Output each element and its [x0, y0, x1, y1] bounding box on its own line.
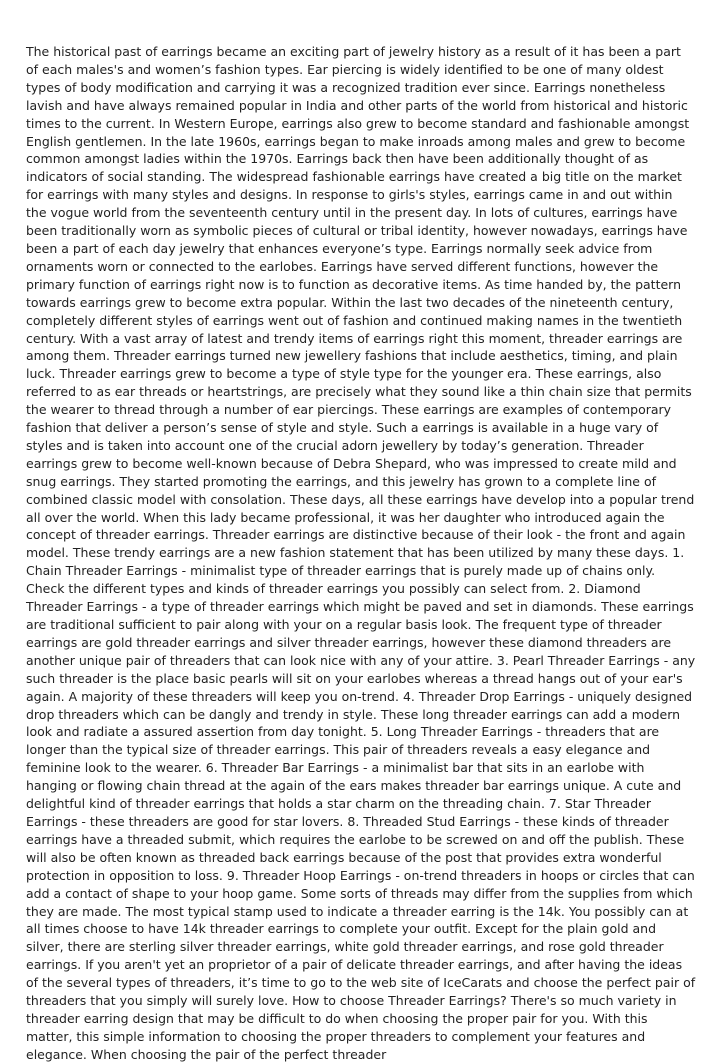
article-body-text: The historical past of earrings became an exciting part of jewelry history as a result of it has been a part of each males's and women’s fashion types. Ear piercing is widely identified to be one of many oldest types of body modification and carrying it was a recognized tradition ever since. Earrings nonetheless lavish and have always remained popular in India and other parts of the world from historical and historic times to the current. In Western Europe, earrings also grew to become standard and fashionable amongst English gentlemen. In the late 1960s, earrings began to make inroads among males and grew to become common amongst ladies within the 1970s. Earrings back then have been additionally thought of as indicators of social standing. The widespread fashionable earrings have created a big title on the market for earrings with many styles and designs. In response to girls's styles, earrings came in and out within the vogue world from the seventeenth century until in the present day. In lots of cultures, earrings have been traditionally worn as symbolic pieces of cultural or tribal identity, however nowadays, earrings have been a part of each day jewelry that enhances everyone’s type. Earrings normally seek advice from ornaments worn or connected to the earlobes. Earrings have served different functions, however the primary function of earrings right now is to function as decorative items. As time handed by, the pattern towards earrings grew to become extra popular. Within the last two decades of the nineteenth century, completely different styles of earrings went out of fashion and continued making names in the twentieth century. With a vast array of latest and trendy items of earrings right this moment, threader earrings are among them. Threader earrings turned new jewellery fashions that include aesthetics, timing, and plain luck. Threader earrings grew to become a type of style type for the younger era. These earrings, also referred to as ear threads or heartstrings, are precisely what they sound like a thin chain size that permits the wearer to thread through a number of ear piercings. These earrings are examples of contemporary fashion that deliver a person’s sense of style and style. Such a earrings is available in a huge vary of styles and is taken into account one of the crucial adorn jewellery by today’s generation. Threader earrings grew to become well-known because of Debra Shepard, who was impressed to create mild and snug earrings. They started promoting the earrings, and this jewelry has grown to a complete line of combined classic model with consolation. These days, all these earrings have develop into a popular trend all over the world. When this lady became professional, it was her daughter who introduced again the concept of threader earrings. Threader earrings are distinctive because of their look - the front and again model. These trendy earrings are a new fashion statement that has been utilized by many these days. 1. Chain Threader Earrings - minimalist type of threader earrings that is purely made up of chains only. Check the different types and kinds of threader earrings you possibly can select from. 2. Diamond Threader Earrings - a type of threader earrings which might be paved and set in diamonds. These earrings are traditional sufficient to pair along with your on a regular basis look. The frequent type of threader earrings are gold threader earrings and silver threader earrings, however these diamond threaders are another unique pair of threaders that can look nice with any of your attire. 3. Pearl Threader Earrings - any such threader is the place basic pearls will sit on your earlobes whereas a thread hangs out of your ear's again. A majority of these threaders will keep you on-trend. 4. Threader Drop Earrings - uniquely designed drop threaders which can be dangly and trendy in style. These long threader earrings can add a modern look and radiate a assured assertion from day tonight. 5. Long Threader Earrings - threaders that are longer than the typical size of threader earrings. This pair of threaders reveals a easy elegance and feminine look to the wearer. 6. Threader Bar Earrings - a minimalist bar that sits in an earlobe with hanging or flowing chain thread at the again of the ears makes threader bar earrings unique. A cute and delightful kind of threader earrings that holds a star charm on the threading chain. 7. Star Threader Earrings - these threaders are good for star lovers. 8. Threaded Stud Earrings - these kinds of threader earrings have a threaded submit, which requires the earlobe to be screwed on and off the publish. These will also be often known as threaded back earrings because of the post that provides extra wonderful protection in opposition to loss. 9. Threader Hoop Earrings - on-trend threaders in hoops or circles that can add a contact of shape to your hoop game. Some sorts of threads may differ from the supplies from which they are made. The most typical stamp used to indicate a threader earring is the 14k. You possibly can at all times choose to have 14k threader earrings to complete your outfit. Except for the plain gold and silver, there are sterling silver threader earrings, white gold threader earrings, and rose gold threader earrings. If you aren't yet an proprietor of a pair of delicate threader earrings, and after having the ideas of the several types of threaders, it’s time to go to the web site of IceCarats and choose the perfect pair of threaders that you simply will surely love. How to choose Threader Earrings? There's so much variety in threader earring design that may be difficult to do when choosing the proper pair for you. With this matter, this simple information to choosing the proper threaders to complement your features and elegance. When choosing the pair of the perfect threader [26, 44, 696, 1062]
document-page [26, 43, 696, 1064]
